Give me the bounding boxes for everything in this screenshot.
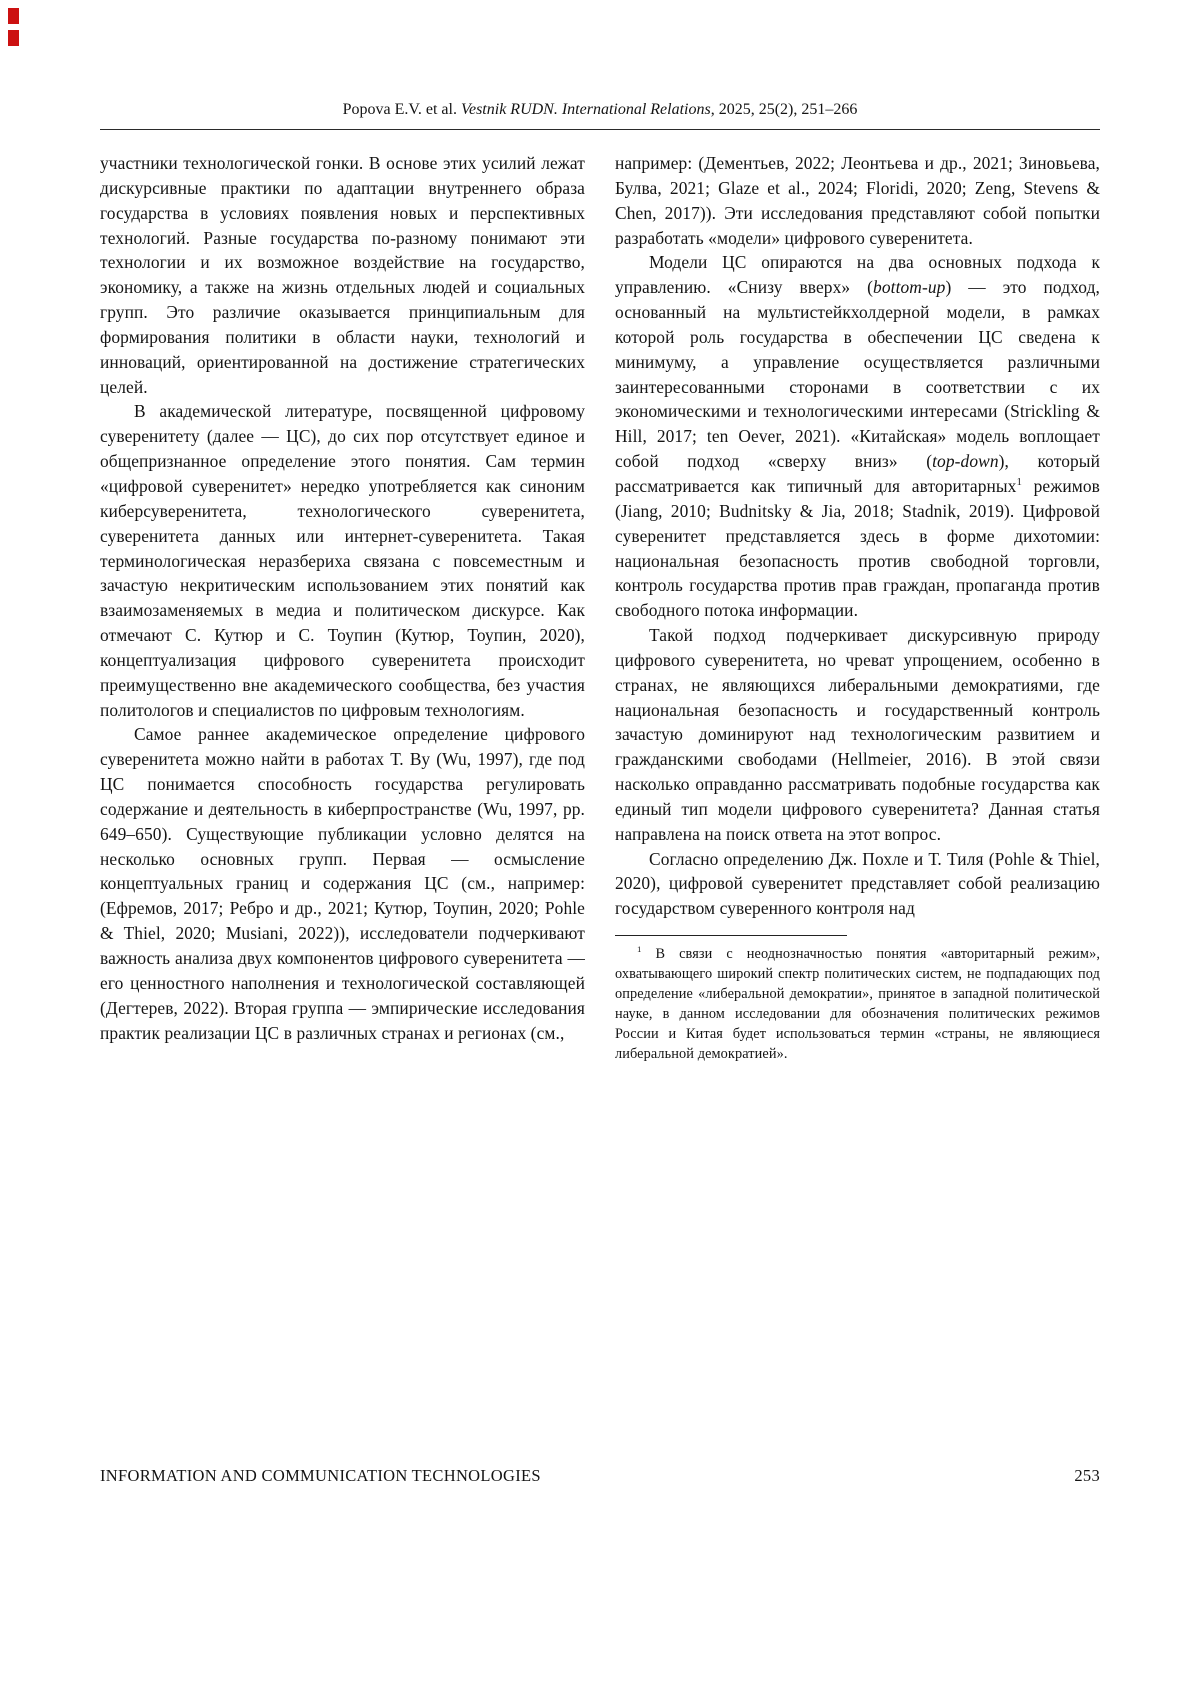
running-head-text — [343, 101, 858, 118]
right-column — [615, 151, 1100, 1065]
footnote-text — [615, 945, 1100, 1064]
paragraph — [100, 722, 585, 1045]
footnote-block — [615, 935, 1100, 1064]
text-run: Vestnik RUDN. International Relations — [460, 101, 711, 118]
paragraph — [615, 151, 1100, 250]
page-number: 253 — [1074, 1466, 1100, 1485]
running-head — [100, 100, 1100, 130]
article-body — [100, 151, 1100, 1065]
text-run: В академической литературе, посвященной цифровому суверенитету (далее — ЦС), до сих пор отсутствует единое и общепризнанное определение этого понятия. Сам термин «цифровой суверенитет» нередко употребляется как синоним киберсуверенитета, технологического суверенитета, суверенитета данных или интернет-суверенитета. Такая терминологическая неразбериха связана с повсеместным и зачастую некритическим использованием этих понятий как взаимозаменяемых в медиа и политическом дискурсе. Как отмечают С. Кутюр и С. Тоупин (Кутюр, Тоупин, 2020), концептуализация цифрового суверенитета происходит преимущественно вне академического сообщества, без участия политологов и специалистов по цифровым технологиям. — [100, 401, 585, 720]
text-run: Модели ЦС опираются на два основных подхода к управлению. «Снизу вверх» ( — [615, 252, 1100, 298]
text-run: Popova E.V. et al. — [342, 101, 461, 118]
text-run: ) — это подход, основанный на мультистейкхолдерной модели, в рамках которой роль государства в обеспечении ЦС сведена к минимуму, а управление осуществляется различными заинтересованными сторонами в соответствии с их экономическими и технологическими интересами (Strickling & Hill, 2017; ten Oever, 2021). «Китайская» модель воплощает собой подход «сверху вниз» ( — [615, 277, 1100, 472]
paragraph — [615, 250, 1100, 623]
left-column — [100, 151, 585, 1065]
text-run: , 2025, 25(2), 251–266 — [710, 101, 858, 118]
text-run: 1 — [1016, 476, 1022, 489]
text-run: участники технологической гонки. В основе этих усилий лежат дискурсивные практики по адаптации внутреннего образа государства в условиях появления новых и перспективных технологий. Разные государства по-разному понимают эти технологии и их возможное воздействие на государство, экономику, а также на жизнь отдельных людей и социальных групп. Это различие оказывается принципиальным для формирования политики в области науки, технологий и инноваций, ориентированной на достижение стратегических целей. — [100, 153, 585, 397]
text-run: Такой подход подчеркивает дискурсивную природу цифрового суверенитета, но чреват упрощением, особенно в странах, не являющихся либеральными демократиями, где национальная безопасность и государственный контроль зачастую доминируют над технологическим развитием и гражданскими свободами (Hellmeier, 2016). В этой связи насколько оправданно рассматривать подобные государства как единый тип модели цифрового суверенитета? Данная статья направлена на поиск ответа на этот вопрос. — [615, 625, 1100, 844]
text-run: ), который рассматривается как типичный для авторитарных — [615, 451, 1100, 496]
text-run: режимов (Jiang, 2010; Budnitsky & Jia, 2018; Stadnik, 2019). Цифровой суверенитет представляется здесь в форме дихотомии: национальная безопасность против свободной торговли, контроль государства против прав граждан, пропаганда против свободного потока информации. — [615, 475, 1100, 621]
footer-section-title: INFORMATION AND COMMUNICATION TECHNOLOGIES — [100, 1466, 541, 1485]
text-run: В связи с неоднозначностью понятия «авторитарный режим», охватывающего широкий спектр политических систем, не подпадающих под определение «либеральной демократии», принятое в западной политической науке, в данном исследовании для обозначения политических режимов России и Китая будет использоваться термин «страны, не являющиеся либеральной демократией». — [615, 946, 1100, 1062]
text-run: bottom-up — [873, 277, 946, 298]
scan-artifact — [8, 8, 19, 24]
footnote-separator — [615, 935, 847, 936]
paragraph — [615, 847, 1100, 922]
paragraph — [100, 399, 585, 722]
paragraph — [615, 623, 1100, 847]
right-column-text — [615, 151, 1100, 921]
page-footer — [100, 1466, 1100, 1486]
text-run: Согласно определению Дж. Похле и Т. Тиля (Pohle & Thiel, 2020), цифровой суверенитет представляет собой реализацию государством суверенного контроля над — [615, 848, 1100, 919]
text-run: 1 — [637, 944, 642, 955]
text-run: например: (Дементьев, 2022; Леонтьева и др., 2021; Зиновьева, Булва, 2021; Glaze et al., 2024; Floridi, 2020; Zeng, Stevens & Chen, 2017)). Эти исследования представляют собой попытки разработать «модели» цифрового суверенитета. — [615, 153, 1100, 248]
text-run: Самое раннее академическое определение цифрового суверенитета можно найти в работах Т. Ву (Wu, 1997), где под ЦС понимается способность государства регулировать содержание и деятельность в киберпространстве (Wu, 1997, pp. 649–650). Существующие публикации условно делятся на несколько основных групп. Первая — осмысление концептуальных границ и содержания ЦС (см., например: (Ефремов, 2017; Ребро и др., 2021; Кутюр, Тоупин, 2020; Pohle & Thiel, 2020; Musiani, 2022)), исследователи подчеркивают важность анализа двух компонентов цифрового суверенитета — его ценностного наполнения и технологической составляющей (Дегтерев, 2022). Вторая группа — эмпирические исследования практик реализации ЦС в различных странах и регионах (см., — [100, 724, 585, 1043]
scan-artifact — [8, 30, 19, 46]
text-run: top-down — [932, 451, 999, 472]
paragraph — [100, 151, 585, 399]
